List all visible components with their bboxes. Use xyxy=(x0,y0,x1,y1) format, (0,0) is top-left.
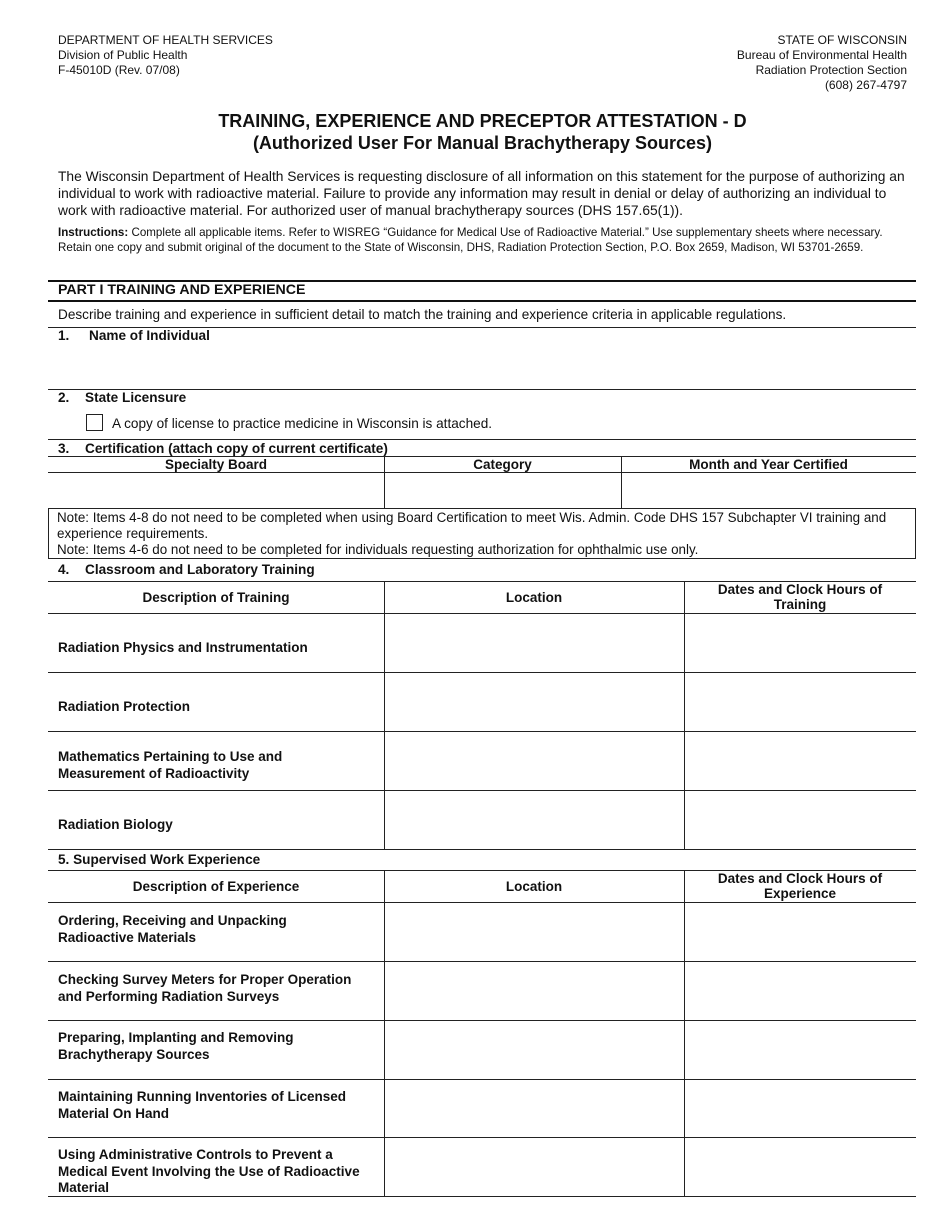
part1-heading: PART I TRAINING AND EXPERIENCE xyxy=(58,282,306,298)
division-name: Division of Public Health xyxy=(58,48,188,62)
title-line-2: (Authorized User For Manual Brachytherapy Sources) xyxy=(252,133,713,153)
description-of-training-header: Description of Training xyxy=(142,590,290,605)
experience-row-ordering: Ordering, Receiving and Unpacking Radioactive Materials xyxy=(58,913,287,945)
item3-number: 3. xyxy=(58,441,70,456)
category-header: Category xyxy=(473,457,532,472)
training-dates-hours-field[interactable] xyxy=(685,791,915,848)
training-dates-hours-field[interactable] xyxy=(685,614,915,671)
item2-label: State Licensure xyxy=(85,390,187,405)
experience-location-field[interactable] xyxy=(385,1138,683,1195)
note-ophthalmic: Note: Items 4-6 do not need to be completed for individuals requesting authorization for ophthalmic use only. xyxy=(57,542,699,557)
title-line-1: TRAINING, EXPERIENCE AND PRECEPTOR ATTESTATION - D xyxy=(218,111,747,131)
training-location-field[interactable] xyxy=(385,732,683,789)
experience-location-field[interactable] xyxy=(385,1080,683,1136)
form-title xyxy=(0,110,950,154)
item3-label: Certification (attach copy of current certificate) xyxy=(85,441,388,456)
training-location-field[interactable] xyxy=(385,614,683,671)
experience-location-field[interactable] xyxy=(385,962,683,1019)
training-row-mathematics: Mathematics Pertaining to Use and Measurement of Radioactivity xyxy=(58,749,283,781)
department-name: DEPARTMENT OF HEALTH SERVICES xyxy=(58,33,273,47)
item1-label: Name of Individual xyxy=(89,328,210,343)
state-name: STATE OF WISCONSIN xyxy=(777,33,907,47)
month-year-certified-field[interactable] xyxy=(622,473,915,507)
training-row-radiation-protection: Radiation Protection xyxy=(58,699,191,714)
item2-number: 2. xyxy=(58,390,70,405)
dates-hours-training-header: Dates and Clock Hours of Training xyxy=(717,582,883,612)
location-header: Location xyxy=(505,590,563,605)
license-attached-label: A copy of license to practice medicine in Wisconsin is attached. xyxy=(112,416,493,431)
experience-dates-hours-field[interactable] xyxy=(685,962,915,1019)
description-of-experience-header: Description of Experience xyxy=(132,879,300,894)
training-dates-hours-field[interactable] xyxy=(685,732,915,789)
training-row-radiation-physics: Radiation Physics and Instrumentation xyxy=(58,640,308,655)
divider xyxy=(48,1196,916,1197)
experience-location-field[interactable] xyxy=(385,1021,683,1078)
dates-hours-experience-header: Dates and Clock Hours of Experience xyxy=(717,871,883,901)
item4-number: 4. xyxy=(58,562,70,577)
instructions-paragraph xyxy=(58,226,910,255)
experience-dates-hours-field[interactable] xyxy=(685,903,915,960)
divider xyxy=(48,849,916,850)
divider xyxy=(48,300,916,302)
training-dates-hours-field[interactable] xyxy=(685,673,915,730)
location-header: Location xyxy=(505,879,563,894)
item5-label: 5. Supervised Work Experience xyxy=(58,852,261,867)
experience-row-inventories: Maintaining Running Inventories of Licensed Material On Hand xyxy=(58,1089,347,1121)
experience-dates-hours-field[interactable] xyxy=(685,1021,915,1078)
form-number: F-45010D (Rev. 07/08) xyxy=(58,63,180,77)
experience-row-administrative-controls: Using Administrative Controls to Prevent a Medical Event Involving the Use of Radioactive Material xyxy=(58,1147,360,1195)
name-of-individual-field[interactable] xyxy=(58,348,908,386)
instructions-text: Complete all applicable items. Refer to WISREG “Guidance for Medical Use of Radioactive Material.” Use supplementary sheets where necessary. Retain one copy and submit original of the document to the State of Wisconsin, DHS, Radiation Protection Section, P.O. Box 2659, Madison, WI 53701-2659. xyxy=(58,226,883,254)
divider xyxy=(48,439,916,440)
divider xyxy=(48,558,916,559)
intro-paragraph: The Wisconsin Department of Health Services is requesting disclosure of all information on this statement for the purpose of authorizing an individual to work with radioactive material. Failure to provide any information may result in denial or delay of authorizing an individual to work with radioactive material. For authorized user of manual brachytherapy sources (DHS 157.65(1)). xyxy=(58,169,905,218)
specialty-board-field[interactable] xyxy=(48,473,383,507)
agency-header xyxy=(58,33,273,78)
bureau-name: Bureau of Environmental Health xyxy=(736,48,907,62)
category-field[interactable] xyxy=(385,473,620,507)
part1-description: Describe training and experience in sufficient detail to match the training and experience criteria in applicable regulations. xyxy=(58,307,787,322)
specialty-board-header: Specialty Board xyxy=(164,457,268,472)
training-location-field[interactable] xyxy=(385,673,683,730)
instructions-label: Instructions: xyxy=(58,226,129,239)
item1-number: 1. xyxy=(58,328,70,343)
experience-dates-hours-field[interactable] xyxy=(685,1138,915,1195)
experience-row-survey-meters: Checking Survey Meters for Proper Operation and Performing Radiation Surveys xyxy=(58,972,352,1004)
item4-label: Classroom and Laboratory Training xyxy=(85,562,315,577)
section-name: Radiation Protection Section xyxy=(755,63,907,77)
training-row-radiation-biology: Radiation Biology xyxy=(58,817,173,832)
month-year-certified-header: Month and Year Certified xyxy=(689,457,848,472)
state-header xyxy=(737,33,907,93)
phone-number: (608) 267-4797 xyxy=(824,78,907,92)
experience-dates-hours-field[interactable] xyxy=(685,1080,915,1136)
note-board-certification: Note: Items 4-8 do not need to be completed when using Board Certification to meet Wis. Admin. Code DHS 157 Subchapter VI training and experience requirements. xyxy=(57,510,887,541)
license-attached-checkbox[interactable] xyxy=(86,414,103,431)
experience-row-brachytherapy: Preparing, Implanting and Removing Brachytherapy Sources xyxy=(58,1030,294,1062)
experience-location-field[interactable] xyxy=(385,903,683,960)
training-location-field[interactable] xyxy=(385,791,683,848)
